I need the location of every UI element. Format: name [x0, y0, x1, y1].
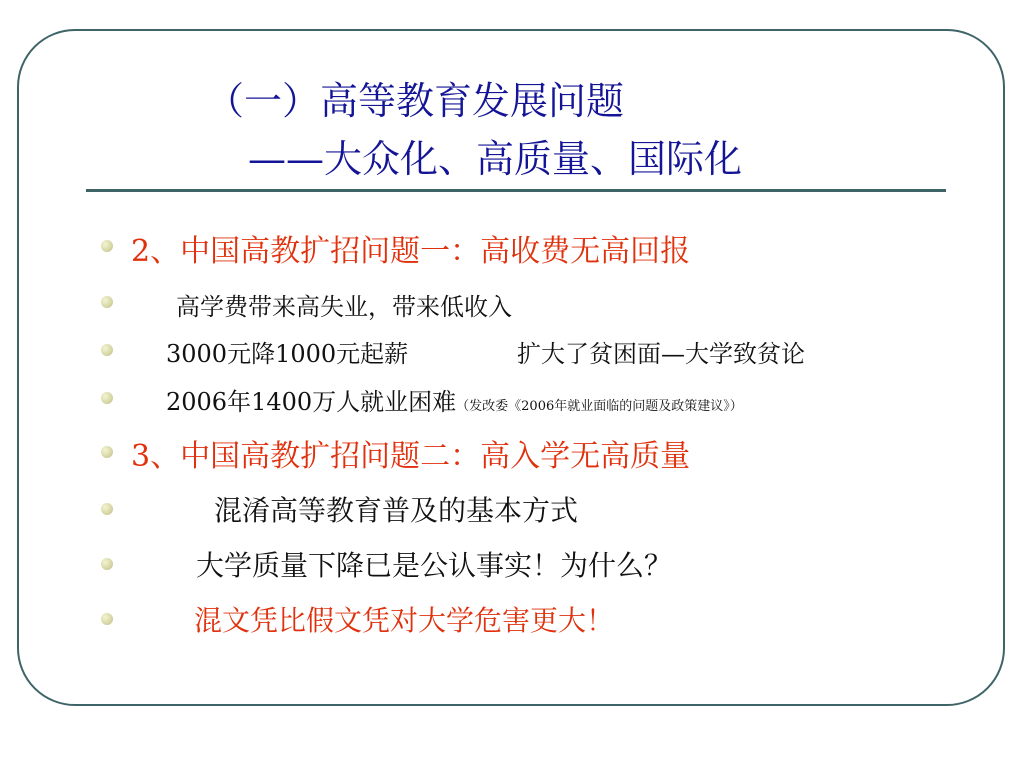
- bullet-item-7: 大学质量下降已是公认事实！为什么？: [196, 549, 673, 582]
- bullet-item-3a: 3000元降1000元起薪: [166, 340, 409, 368]
- bullet-item-8: 混文凭比假文凭对大学危害更大！: [194, 604, 615, 637]
- bullet-icon: [101, 558, 113, 570]
- bullet-item-1: 2、中国高教扩招问题一：高收费无高回报: [131, 234, 691, 269]
- slide-title: （一）高等教育发展问题: [206, 79, 625, 123]
- bullet-item-4-text: 2006年1400万人就业困难: [166, 388, 457, 416]
- bullet-icon: [101, 446, 113, 458]
- slide-subtitle: ——大众化、高质量、国际化: [248, 137, 743, 181]
- bullet-icon: [101, 392, 113, 404]
- bullet-item-3b: 扩大了贫困面—大学致贫论: [517, 340, 805, 368]
- bullet-item-6: 混淆高等教育普及的基本方式: [214, 494, 579, 527]
- title-divider: [86, 189, 946, 192]
- bullet-item-4-note: （发改委《2006年就业面临的问题及政策建议》）: [456, 399, 743, 414]
- bullet-icon: [101, 613, 113, 625]
- bullet-icon: [101, 344, 113, 356]
- bullet-item-2: 高学费带来高失业，带来低收入: [176, 293, 512, 321]
- bullet-item-5: 3、中国高教扩招问题二：高入学无高质量: [131, 439, 691, 474]
- bullet-icon: [101, 296, 113, 308]
- bullet-icon: [101, 503, 113, 515]
- bullet-icon: [101, 240, 113, 252]
- bullet-item-4: [166, 382, 743, 417]
